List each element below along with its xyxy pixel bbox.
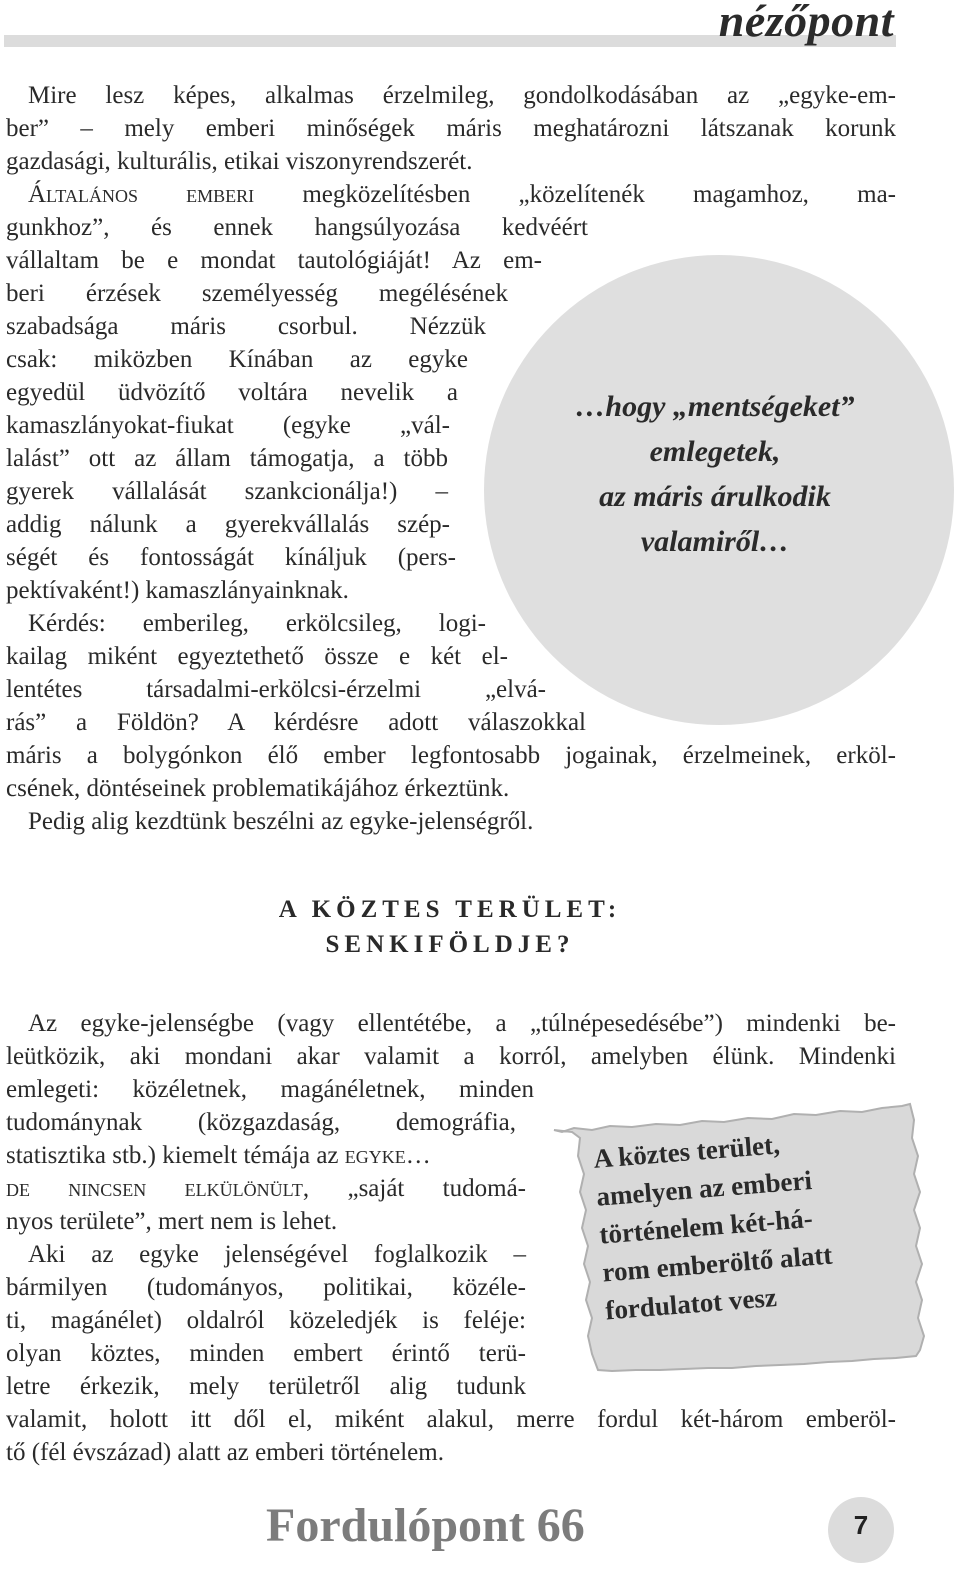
- body-line: Pedig alig kezdtünk beszélni az egyke-jelenségről.: [28, 808, 534, 835]
- body-line: [6, 178, 896, 211]
- sidebar-quote-line: történelem két-há-: [598, 1202, 814, 1250]
- body-text: statisztika stb.) kiemelt témája az: [6, 1142, 345, 1169]
- sidebar-quote-line: A köztes terület,: [592, 1129, 781, 1174]
- pull-quote-line: az máris árulkodik: [599, 480, 831, 513]
- body-line: ségét és fontosságát kínáljuk (pers-: [6, 544, 456, 571]
- body-line: ti, magánélet) oldalról közeledjék is feléje:: [6, 1307, 526, 1334]
- sidebar-quote-box: [552, 1100, 940, 1372]
- body-line: szabadsága máris csorbul. Nézzük: [6, 313, 486, 340]
- section-heading: A KÖZTES TERÜLET:: [278, 896, 622, 923]
- section-heading: SENKIFÖLDJE?: [325, 931, 575, 958]
- body-line: leütközik, aki mondani akar valamit a korról, amelyben élünk. Mindenki: [6, 1043, 896, 1070]
- pull-quote: [510, 384, 920, 564]
- body-line: csének, döntéseinek problematikájához érkeztünk.: [6, 775, 510, 802]
- page-number: 7: [853, 1510, 869, 1540]
- body-line: gyerek vállalását szankcionálja!) –: [6, 478, 448, 505]
- body-text: , „saját tudomá-: [302, 1175, 526, 1202]
- body-line: gazdasági, kulturális, etikai viszonyrendszerét.: [6, 148, 473, 175]
- body-line: pektívaként!) kamaszlányainknak.: [6, 577, 349, 604]
- body-line: ber” – mely emberi minőségek máris meghatározni látszanak korunk: [6, 115, 896, 142]
- sidebar-quote: [592, 1114, 936, 1329]
- body-line: Az egyke-jelenségbe (vagy ellentétébe, a „túlnépesedésébe”) mindenki be-: [28, 1010, 896, 1037]
- pull-quote-line: valamiről…: [640, 525, 790, 558]
- pull-quote-line: emlegetek,: [649, 435, 781, 468]
- body-line: olyan köztes, minden embert érintő terü-: [6, 1340, 526, 1367]
- page-header: [0, 0, 960, 50]
- body-line: rás” a Földön? A kérdésre adott válaszokkal: [6, 709, 586, 736]
- body-line: emlegeti: közéletnek, magánéletnek, minden: [6, 1076, 534, 1103]
- body-line: letre érkezik, mely területről alig tudunk: [6, 1373, 526, 1400]
- body-line: bármilyen (tudományos, politikai, közéle-: [6, 1274, 526, 1301]
- body-line: lentétes társadalmi-erkölcsi-érzelmi „elvá-: [6, 676, 546, 703]
- body-line: Mire lesz képes, alkalmas érzelmileg, gondolkodásában az „egyke-em-: [28, 82, 896, 109]
- body-line: lalást” ott az állam támogatja, a több: [6, 445, 448, 472]
- body-line: egyedül üdvözítő voltára nevelik a: [6, 379, 458, 406]
- body-line: vállaltam be e mondat tautológiáját! Az em-: [6, 247, 542, 274]
- small-caps-text: de nincsen elkülönült: [6, 1175, 303, 1202]
- pull-quote-line: …hogy „mentségeket”: [575, 390, 855, 423]
- body-line: Kérdés: emberileg, erkölcsileg, logi-: [28, 610, 486, 637]
- sidebar-quote-line: amelyen az emberi: [595, 1164, 813, 1212]
- small-caps-text: egyke…: [344, 1142, 431, 1169]
- magazine-title: Fordulópont 66: [266, 1499, 585, 1552]
- small-caps-text: Általános emberi: [28, 181, 255, 208]
- sidebar-quote-line: rom emberöltő alatt: [601, 1239, 834, 1288]
- body-line: Aki az egyke jelenségével foglalkozik –: [28, 1241, 526, 1268]
- body-text: megközelítésben „közelítenék magamhoz, ma-: [254, 181, 896, 208]
- body-line: tő (fél évszázad) alatt az emberi történelem.: [6, 1439, 444, 1466]
- body-line: máris a bolygónkon élő ember legfontosabb jogainak, érzelmeinek, erköl-: [6, 742, 896, 769]
- body-line: nyos területe”, mert nem is lehet.: [6, 1208, 338, 1235]
- body-line: [6, 1172, 526, 1205]
- body-line: csak: miközben Kínában az egyke: [6, 346, 468, 373]
- body-line: valamit, holott itt dől el, miként alakul, merre fordul két-három emberöl-: [6, 1406, 896, 1433]
- section-title: nézőpont: [718, 0, 894, 46]
- body-line: kamaszlányokat-fiukat (egyke „vál-: [6, 412, 450, 439]
- body-line: gunkhoz”, és ennek hangsúlyozása kedvéért: [6, 214, 588, 241]
- body-line: tudománynak (közgazdaság, demográfia,: [6, 1109, 516, 1136]
- body-line: kailag miként egyeztethető össze e két el-: [6, 643, 508, 670]
- body-line: beri érzések személyesség megélésének: [6, 280, 508, 307]
- sidebar-quote-line: fordulatot vesz: [604, 1282, 778, 1326]
- body-line: addig nálunk a gyerekvállalás szép-: [6, 511, 450, 538]
